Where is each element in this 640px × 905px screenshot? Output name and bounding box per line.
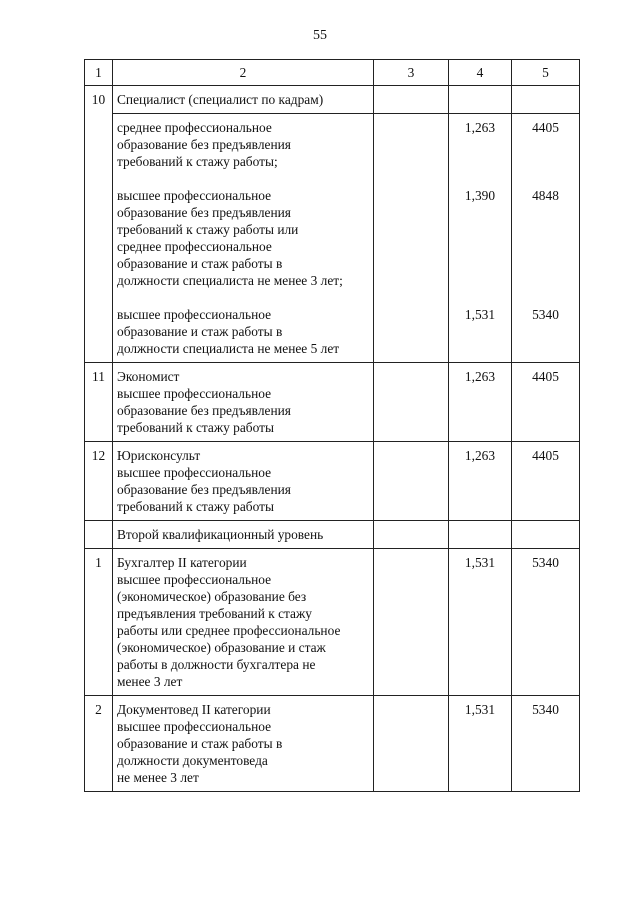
desc-line: образование и стаж работы в: [117, 256, 283, 271]
section-row: [85, 521, 580, 549]
desc-line: требований к стажу работы: [117, 499, 274, 514]
empty-cell: [85, 521, 113, 549]
header-col-4: 4: [449, 60, 512, 86]
desc-line: работы или среднее профессиональное: [117, 623, 341, 638]
table-row: [85, 696, 580, 792]
row-number: 10: [85, 86, 113, 363]
desc-line: требований к стажу работы;: [117, 154, 278, 169]
header-col-1: 1: [85, 60, 113, 86]
empty-cell: [374, 696, 449, 792]
header-col-5: 5: [512, 60, 580, 86]
coefficient: 1,531: [449, 549, 512, 696]
desc-line: среднее профессиональное: [117, 239, 272, 254]
position-description: [113, 114, 374, 363]
empty-cell: [374, 521, 449, 549]
salary: 4405: [512, 363, 580, 442]
coefficient: 1,390: [464, 188, 496, 203]
desc-line: требований к стажу работы: [117, 420, 274, 435]
position-title: Документовед II категории: [117, 702, 271, 717]
row-number: 1: [85, 549, 113, 696]
table-row: [85, 86, 580, 114]
salary: 5340: [512, 696, 580, 792]
empty-cell: [374, 442, 449, 521]
header-col-2: 2: [113, 60, 374, 86]
desc-line: не менее 3 лет: [117, 770, 199, 785]
empty-cell: [449, 521, 512, 549]
desc-line: высшее профессиональное: [117, 307, 272, 322]
desc-line: требований к стажу работы или: [117, 222, 299, 237]
salary-table: [84, 59, 580, 792]
row-number: 12: [85, 442, 113, 521]
desc-line: образование без предъявления: [117, 137, 291, 152]
desc-line: среднее профессиональное: [117, 120, 272, 135]
salary-cell: [512, 114, 580, 363]
desc-line: должности специалиста не менее 3 лет;: [117, 273, 343, 288]
desc-line: образование и стаж работы в: [117, 324, 283, 339]
row-number: 2: [85, 696, 113, 792]
empty-cell: [512, 86, 580, 114]
page-number: 55: [313, 28, 327, 43]
empty-cell: [374, 363, 449, 442]
empty-cell: [512, 521, 580, 549]
desc-line: (экономическое) образование и стаж: [117, 640, 326, 655]
position-description: [113, 696, 374, 792]
desc-line: образование без предъявления: [117, 403, 291, 418]
coefficient: 1,263: [449, 442, 512, 521]
salary: 5340: [512, 549, 580, 696]
empty-cell: [449, 86, 512, 114]
table-row: [85, 549, 580, 696]
position-description: [113, 442, 374, 521]
table-row: [85, 114, 580, 363]
table-row: [85, 442, 580, 521]
desc-line: образование и стаж работы в: [117, 736, 283, 751]
position-description: [113, 363, 374, 442]
salary: 5340: [532, 307, 559, 322]
desc-line: предъявления требований к стажу: [117, 606, 312, 621]
header-col-3: 3: [374, 60, 449, 86]
empty-cell: [374, 114, 449, 363]
desc-line: высшее профессиональное: [117, 188, 272, 203]
desc-line: высшее профессиональное: [117, 386, 272, 401]
position-title: Бухгалтер II категории: [117, 555, 247, 570]
table-row: [85, 363, 580, 442]
position-title: Специалист (специалист по кадрам): [113, 86, 374, 114]
desc-line: образование без предъявления: [117, 205, 291, 220]
desc-line: должности документоведа: [117, 753, 268, 768]
empty-cell: [374, 86, 449, 114]
coefficient: 1,263: [449, 363, 512, 442]
coefficient-cell: [449, 114, 512, 363]
table-header-row: [85, 60, 580, 86]
row-number: 11: [85, 363, 113, 442]
empty-cell: [374, 549, 449, 696]
desc-line: (экономическое) образование без: [117, 589, 307, 604]
desc-line: высшее профессиональное: [117, 465, 272, 480]
salary: 4405: [532, 120, 559, 135]
position-description: [113, 549, 374, 696]
section-title: Второй квалификационный уровень: [113, 521, 374, 549]
salary: 4848: [532, 188, 559, 203]
position-title: Экономист: [117, 369, 180, 384]
desc-line: образование без предъявления: [117, 482, 291, 497]
salary: 4405: [512, 442, 580, 521]
coefficient: 1,531: [464, 307, 496, 322]
desc-line: высшее профессиональное: [117, 719, 272, 734]
desc-line: должности специалиста не менее 5 лет: [117, 341, 340, 356]
desc-line: высшее профессиональное: [117, 572, 272, 587]
desc-line: менее 3 лет: [117, 674, 183, 689]
coefficient: 1,531: [449, 696, 512, 792]
desc-line: работы в должности бухгалтера не: [117, 657, 316, 672]
coefficient: 1,263: [464, 120, 496, 135]
position-title: Юрисконсульт: [117, 448, 201, 463]
